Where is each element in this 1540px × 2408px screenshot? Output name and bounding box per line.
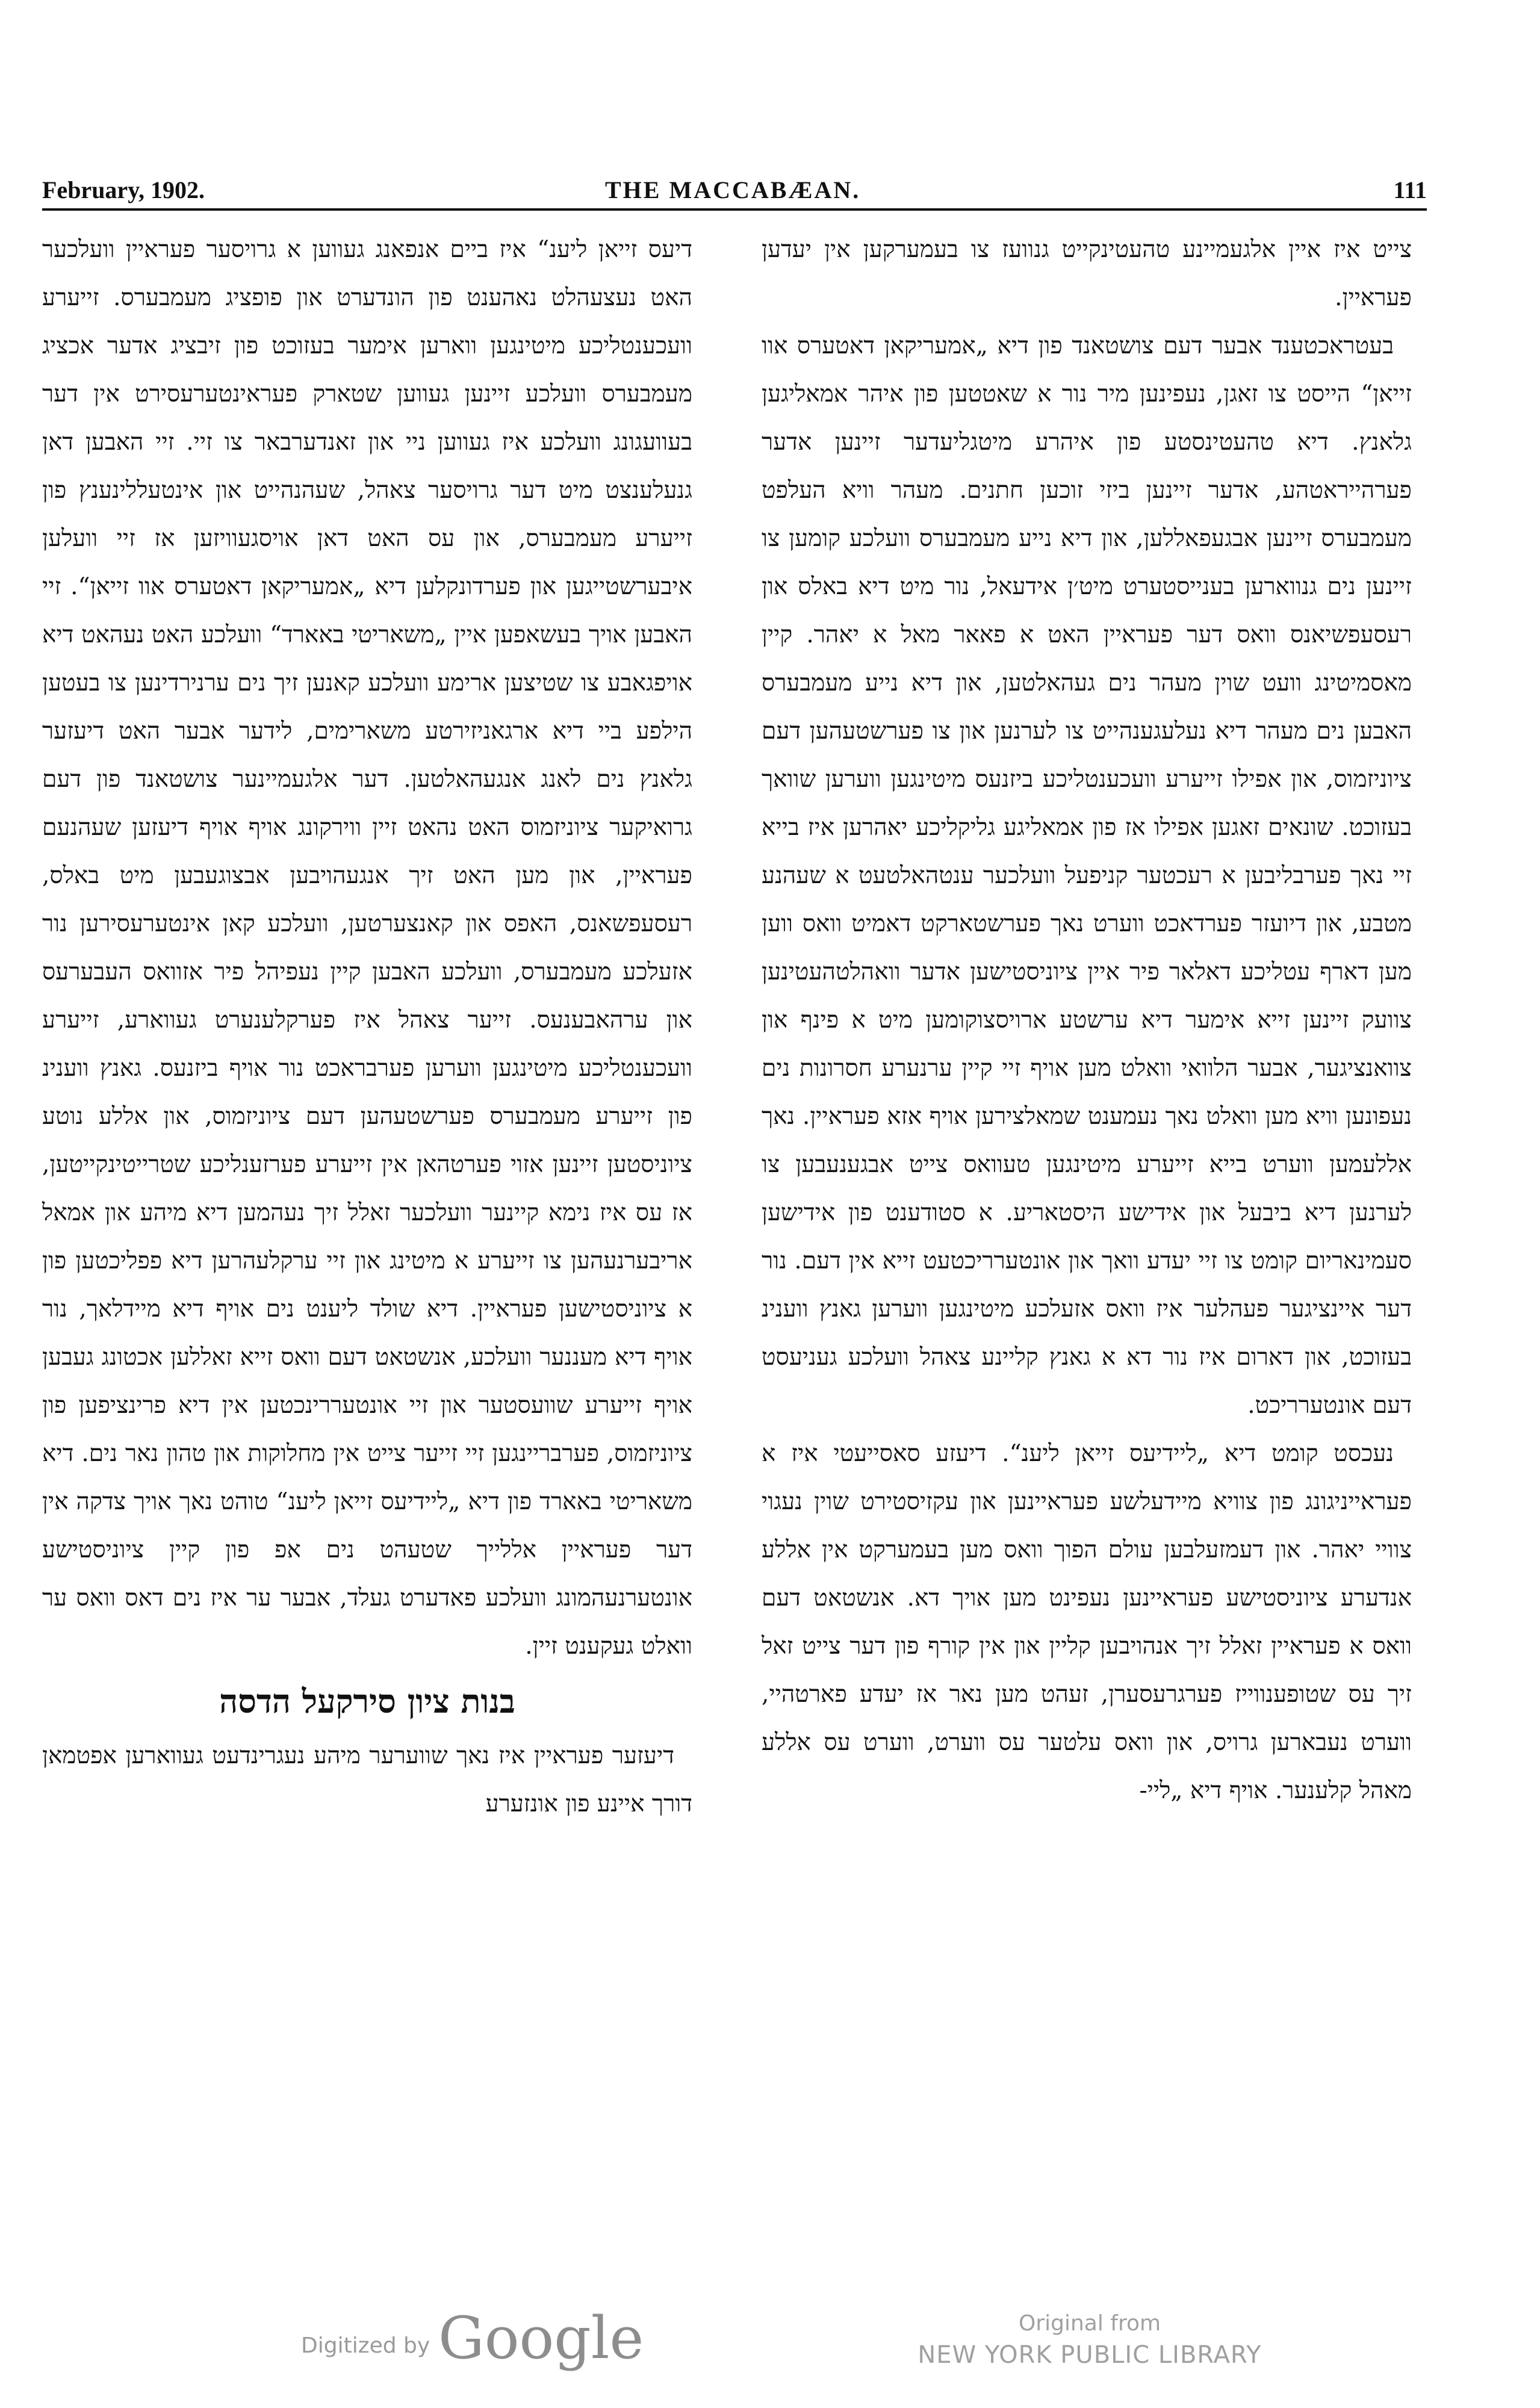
right-column [762,226,1412,2230]
original-source [897,2309,1282,2372]
original-from-label: Original from [1018,2311,1161,2336]
journal-title: THE MACCABÆAN. [605,176,861,203]
paragraph: דיעזער פעראיין איז נאך שווערער מיהע נעגרינדעט געווארען אפטמאן דורך איינע פון אונזערע [42,1742,692,1817]
section-heading: בנות ציון סירקעל הדסה [219,1682,515,1721]
digitized-by-label: Digitized by [301,2333,430,2358]
header-date: February, 1902. [42,176,205,203]
page-number: 111 [1393,176,1427,203]
paragraph: נעכסט קומט דיא „ליידיעס זייאן ליענ“. דיעזע סאסייעטי איז א פעראייניגונג פון צוויא מיידעלשע פעראיינען און עקזיסטירט שוין נעגוי צוויי יאהר. און דעמזעלבען עולם הפוך וואס מען בעמערקט אין אללע אנדערע ציוניסטישע פעראיינען נעפינט מען אויך דא. אנשטאט דעם וואס א פעראיין זאלל זיך אנהויבען קליין און אין קורף פון דער צייט זאל זיך עס שטופענווייז פערגרעסערן, זעהט מען נאר אז יעדע פארטהיי, ווערט נעבארען גרויס, און וואס עלטער עס ווערט, ווערט עס אללע מאהל קלענער. אויף דיא „ליי- [762,1440,1412,1804]
library-name: NEW YORK PUBLIC LIBRARY [917,2341,1262,2369]
paragraph: דיעס זייאן ליענ“ איז ביים אנפאנג געווען א גרויסער פעראיין וועלכער האט נעצעהלט נאהענט פון הונדערט און פופציג מעמבערס. זייערע וועכענטליכע מיטינגען ווארען אימער בעזוכט פון זיבציג אדער אכציג מעמבערס וועלכע זיינען געווען שטארק פעראינטערעסירט אין דער בעוועגונג וועלכע איז געווען ניי און זאנדערבאר צו זיי. זיי האבען דאן גנעלענצט מיט דער גרויסער צאהל, שעהנהייט און אינטעללינענץ פון זייערע מעמבערס, און עס האט דאן אויסגעוויזען אז זיי וועלען איבערשטייגען און פערדונקלען דיא „אמעריקאן דאטערס אוו זייאן“. זיי האבען אויך בעשאפען איין „משאריטי באארד“ וועלכע האט נעהאט דיא אויפגאבע צו שטיצען ארימע וועלכע קאנען זיך נים ערנירדינען צו בעטען הילפע ביי דיא ארגאניזירטע משארימים, לידער אבער האט דיעזער גלאנץ נים לאנג אנגעהאלטען. דער אלגעמיינער צושטאנד פון דעם גרואיקער ציוניזמוס האט נהאט זיין ווירקונג אויף אויף דיעזען שעהנעם פעראיין, און מען האט זיך אנגעהויבען אבצוגעבען מיט באלס, רעסעפשאנס, האפס און קאנצערטען, וועלכע קאן אינטערעסירען נור אזעלכע מעמבערס, וועלכע האבען קיין נעפיהל פיר אזוואס העבערעס און ערהאבענעס. זייער צאהל איז פערקלענערט געווארע, זייערע וועכענטליכע מיטינגען ווערען פערבראכט נור אויף ביזנעס. גאנץ ווענינ פון זייערע מעמבערס פערשטעהען דעם ציוניזמוס, און אללע נוטע ציוניסטען זיינען אזוי פערטהאן אין זייערע פערזענליכע שטרייטינקייטען, אז עס איז נימא קיינער וועלכער זאלל זיך נעהמען דיא מיהע און אמאל אריבערנעהען צו זייערע א מיטינג און זיי ערקלעהרען דיא פפליכטען פון א ציוניסטישען פעראיין. דיא שולד ליענט נים אויף דיא מיידלאך, נור אויף דיא מעננער וועלכע, אנשטאט דעם וואס זייא זאללען אכטונג געבען אויף זייערע שוועסטער און זיי אונטעררינכטען אין דיא פרינציפען פון ציוניזמוס, פערבריינגען זיי זייער צייט אין מחלוקות און טהון נאר נים. דיא משאריטי באארד פון דיא „ליידיעס זייאן ליענ“ טוהט נאך אויך צדקה אין דער פעראיין אללייך שטעהט נים אפ פון קיין ציוניסטישע אונטערנעהמונג וועלכע פאדערט געלד, אבער ער איז נים דאס וואס ער וואלט געקענט זיין. [42,236,692,1660]
left-column [42,226,692,2230]
header-rule [42,208,1427,211]
paragraph: צייט איז איין אלגעמיינע טהעטינקייט גנוועז צו בעמערקען אין יעדען פעראיין. [762,236,1412,311]
running-header [42,176,1427,218]
google-logo: Google [438,2304,644,2372]
paragraph: בעטראכטענד אבער דעם צושטאנד פון דיא „אמעריקאן דאטערס אוו זייאן“ הייסט צו זאגן, נעפינען מיר נור א שאטטען פון איהר אמאליגען גלאנץ. דיא טהעטינסטע פון איהרע מיטגליעדער זיינען אדער פערהייראטהע, אדער זיינען ביזי זוכען חתנים. מעהר וויא העלפט מעמבערס זיינען אבגעפאללען, און דיא נייע מעמבערס וועלכע קומען צו זיינען נים גנווארען בענייסטערט מיט׳ן אידעאל, נור מיט דיא באלס און רעסעפשיאנס וואס דער פעראיין האט א פאאר מאל א יאהר. קיין מאסמיטינג וועט שוין מעהר נים געהאלטען, און דיא נייע מעמבערס האבען נים מעהר דיא נעלעגענהייט צו לערנען און צו פערשטעהען דעם ציוניזמוס, און אפילו זייערע וועכענטליכע ביזנעס מיטינגען ווערען שוואך בעזוכט. שונאים זאגען אפילו אז פון אמאליגע גליקליכע יאהרען איז בייא זיי נאך פערבליבען א רעכטער קניפעל וועלכער ענטהאלטעט א שעהנע מטבע, און דיועזר פערדאכט ווערט נאך פערשטארקט דאמיט וואס ווען מען דארף עטליכע דאלאר פיר איין ציוניסטישען אדער וואהלטהעטינען צוועק זיינען זייא אימער דיא ערשטע ארויסצוקומען מיט א פינף און צוואנציגער, אבער הלוואי וואלט מען אויף זיי קיין ערנערע חסרונות נים נעפונען וויא מען וואלט נאך נעמענט שמאלצירען אויף אזא פעראיין. נאך אללעמען ווערט בייא זייערע מיטינגען טעוואס צייט אבגענעבען צו לערנען דיא ביבעל און אידישע היסטאריע. א סטודענט פון אידישען סעמינאריום קומט צו זיי יעדע וואך און אונטערריכטעט זייא אין דעם. נור דער איינציגער פעהלער איז וואס אזעלכע מיטינגען ווערען גאנץ ווענינ בעזוכט, און דארום איז נור דא א גאנץ קליינע צאהל וועלכע געניעסט דעם אונטערריכט. [762,332,1412,1419]
